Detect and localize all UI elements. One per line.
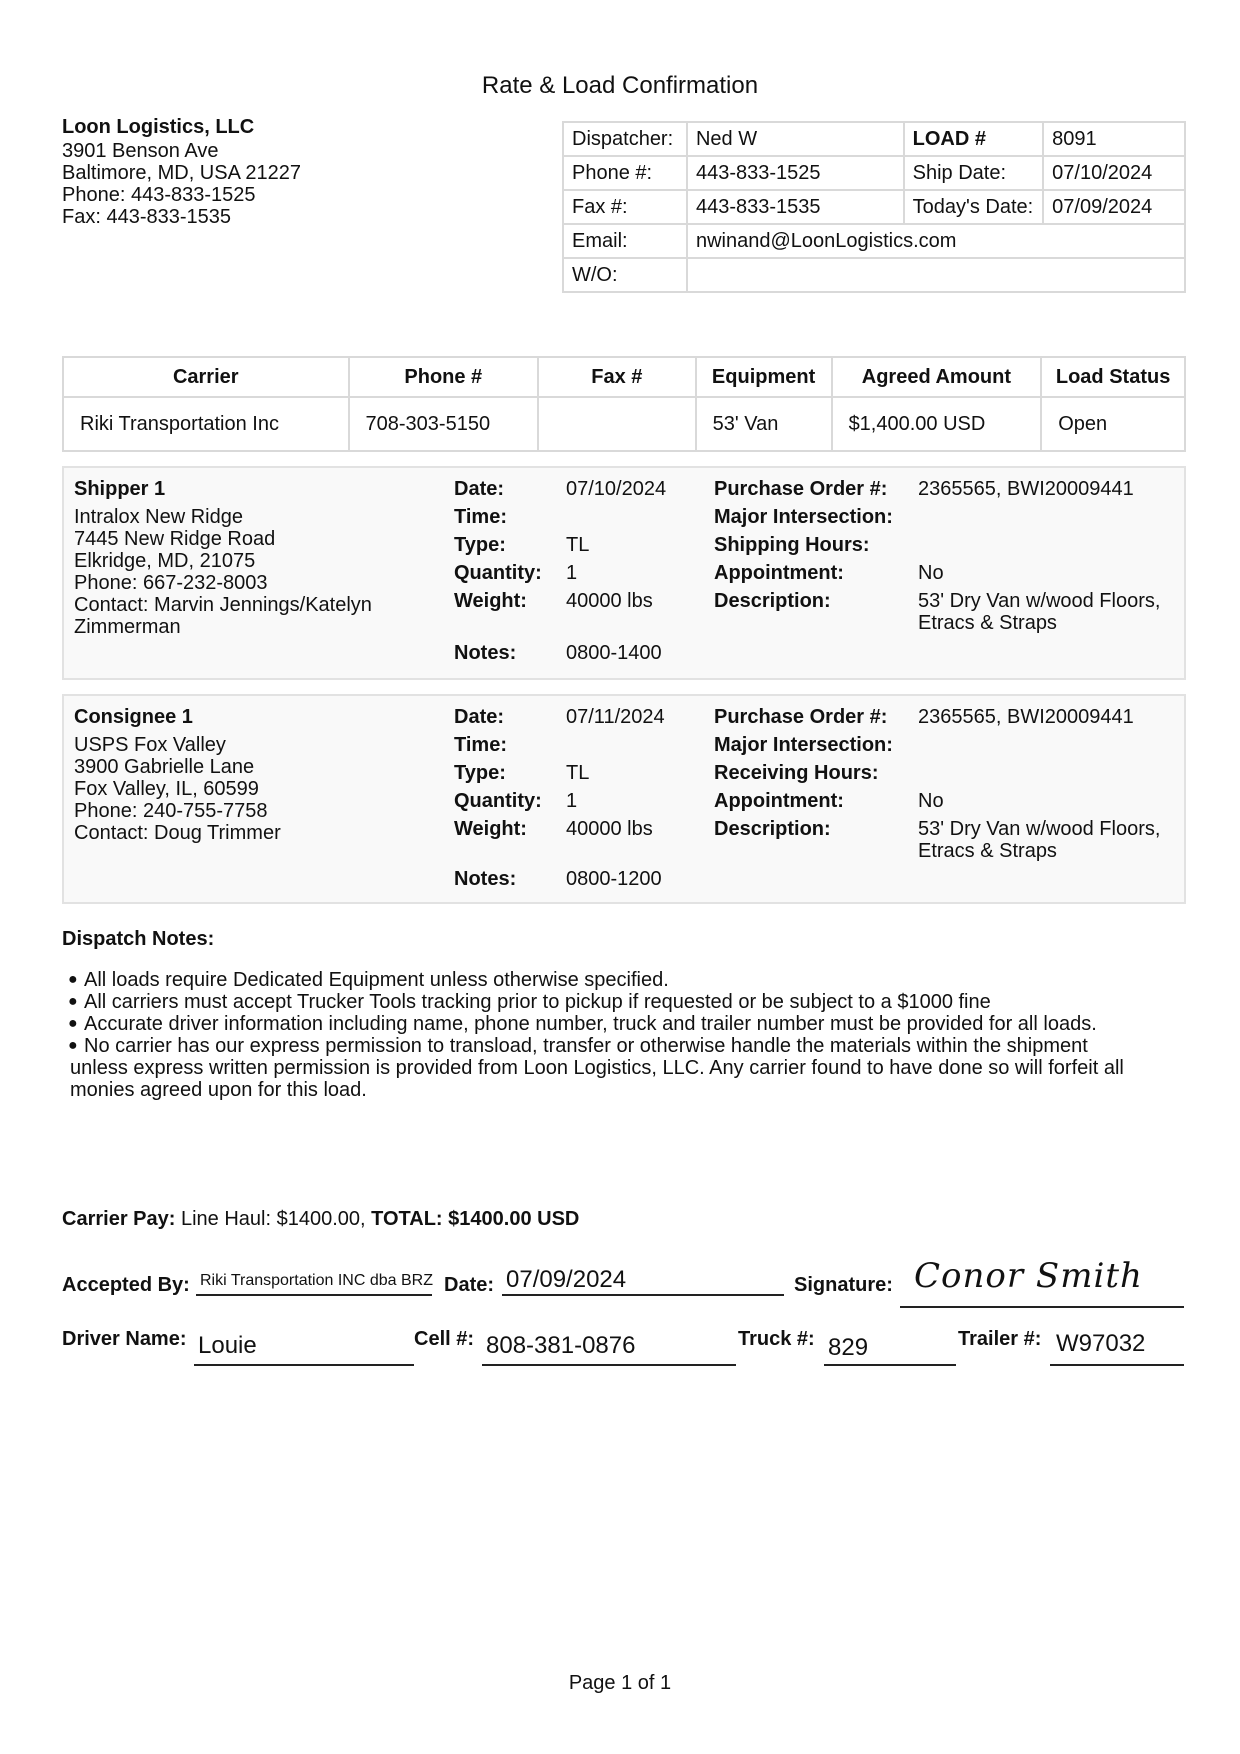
today-date-value: 07/09/2024 bbox=[1043, 190, 1185, 224]
table-row bbox=[63, 397, 1185, 451]
driver-name-label: Driver Name: bbox=[62, 1328, 187, 1350]
carrier-pay bbox=[62, 1208, 579, 1231]
bullet-icon: ● bbox=[68, 1015, 78, 1032]
accepted-by-label: Accepted By: bbox=[62, 1274, 190, 1296]
shipper-date-value: 07/10/2024 bbox=[566, 478, 667, 500]
note-text: Accurate driver information including name, phone number, truck and trailer number must be provided for all loads. bbox=[84, 1013, 1097, 1035]
note-text: No carrier has our express permission to transload, transfer or otherwise handle the materials within the shipment bbox=[84, 1035, 1088, 1057]
shipper-notes-label: Notes: bbox=[454, 642, 517, 664]
shipper-appointment-label: Appointment: bbox=[714, 562, 844, 584]
consignee-line: Contact: Doug Trimmer bbox=[74, 822, 281, 844]
consignee-appointment-label: Appointment: bbox=[714, 790, 844, 812]
email-value: nwinand@LoonLogistics.com bbox=[687, 224, 1185, 258]
wo-value bbox=[687, 258, 1185, 292]
shipper-date-label: Date: bbox=[454, 478, 505, 500]
ship-date-value: 07/10/2024 bbox=[1043, 156, 1185, 190]
truck-field[interactable] bbox=[824, 1330, 956, 1366]
shipper-intersection-label: Major Intersection: bbox=[714, 506, 893, 528]
consignee-quantity-value: 1 bbox=[566, 790, 578, 812]
date-field[interactable] bbox=[502, 1260, 784, 1296]
carrier-header: Carrier bbox=[63, 357, 349, 397]
carrier-load-status: Open bbox=[1041, 397, 1185, 451]
shipper-quantity-value: 1 bbox=[566, 562, 578, 584]
consignee-weight-value: 40000 lbs bbox=[566, 818, 653, 840]
shipper-weight-label: Weight: bbox=[454, 590, 527, 612]
consignee-description-line-1: 53' Dry Van w/wood Floors, bbox=[918, 818, 1161, 840]
shipper-quantity-label: Quantity: bbox=[454, 562, 542, 584]
date-value: 07/09/2024 bbox=[506, 1266, 627, 1293]
shipper-description-line-1: 53' Dry Van w/wood Floors, bbox=[918, 590, 1161, 612]
consignee-hours-label: Receiving Hours: bbox=[714, 762, 879, 784]
fax-value: 443-833-1535 bbox=[687, 190, 904, 224]
load-value: 8091 bbox=[1043, 122, 1185, 156]
trailer-value: W97032 bbox=[1056, 1330, 1146, 1357]
consignee-time-label: Time: bbox=[454, 734, 507, 756]
bullet-icon: ● bbox=[68, 993, 78, 1010]
dispatch-info-table bbox=[562, 121, 1186, 293]
dispatcher-value: Ned W bbox=[687, 122, 904, 156]
load-status-header: Load Status bbox=[1041, 357, 1185, 397]
consignee-description-line-2: Etracs & Straps bbox=[918, 840, 1057, 862]
accepted-by-field[interactable] bbox=[196, 1260, 432, 1296]
consignee-line: USPS Fox Valley bbox=[74, 734, 226, 756]
consignee-weight-label: Weight: bbox=[454, 818, 527, 840]
consignee-title: Consignee 1 bbox=[74, 706, 193, 728]
carrier-pay-label: Carrier Pay: bbox=[62, 1208, 176, 1230]
dispatch-notes-list bbox=[62, 969, 1172, 1101]
list-item bbox=[62, 1035, 1172, 1057]
dispatcher-label: Dispatcher: bbox=[563, 122, 687, 156]
page-number: Page 1 of 1 bbox=[568, 1672, 672, 1694]
consignee-intersection-label: Major Intersection: bbox=[714, 734, 893, 756]
consignee-quantity-label: Quantity: bbox=[454, 790, 542, 812]
shipper-appointment-value: No bbox=[918, 562, 944, 584]
equipment-header: Equipment bbox=[696, 357, 832, 397]
phone-label: Phone #: bbox=[563, 156, 687, 190]
carrier-equipment: 53' Van bbox=[696, 397, 832, 451]
company-address-2: Baltimore, MD, USA 21227 bbox=[62, 162, 301, 184]
fax-label: Fax #: bbox=[563, 190, 687, 224]
dispatch-notes-title: Dispatch Notes: bbox=[62, 928, 215, 950]
company-phone: Phone: 443-833-1525 bbox=[62, 184, 256, 206]
driver-name-value: Louie bbox=[198, 1332, 257, 1359]
trailer-field[interactable] bbox=[1050, 1330, 1184, 1366]
company-fax: Fax: 443-833-1535 bbox=[62, 206, 232, 228]
bullet-icon: ● bbox=[68, 971, 78, 988]
consignee-date-value: 07/11/2024 bbox=[566, 706, 665, 728]
line-haul: Line Haul: $1400.00, bbox=[180, 1208, 366, 1230]
fax-header: Fax # bbox=[538, 357, 696, 397]
shipper-description-label: Description: bbox=[714, 590, 831, 612]
shipper-line: Zimmerman bbox=[74, 616, 181, 638]
shipper-notes-value: 0800-1400 bbox=[566, 642, 662, 664]
accepted-by-value: Riki Transportation INC dba BRZ bbox=[200, 1272, 433, 1289]
shipper-description-line-2: Etracs & Straps bbox=[918, 612, 1057, 634]
shipper-line: Contact: Marvin Jennings/Katelyn bbox=[74, 594, 372, 616]
shipper-type-value: TL bbox=[566, 534, 590, 556]
consignee-type-value: TL bbox=[566, 762, 590, 784]
consignee-po-value: 2365565, BWI20009441 bbox=[918, 706, 1134, 728]
load-label: LOAD # bbox=[904, 122, 1044, 156]
consignee-date-label: Date: bbox=[454, 706, 505, 728]
shipper-line: 7445 New Ridge Road bbox=[74, 528, 276, 550]
carrier-agreed-amount: $1,400.00 USD bbox=[832, 397, 1042, 451]
signature-value: Conor Smith bbox=[914, 1256, 1143, 1296]
shipper-line: Elkridge, MD, 21075 bbox=[74, 550, 256, 572]
consignee-line: Phone: 240-755-7758 bbox=[74, 800, 268, 822]
phone-value: 443-833-1525 bbox=[687, 156, 904, 190]
list-item bbox=[62, 969, 1172, 991]
today-date-label: Today's Date: bbox=[904, 190, 1044, 224]
note-text: All carriers must accept Trucker Tools tracking prior to pickup if requested or be subject to a $1000 fine bbox=[84, 991, 991, 1013]
list-item bbox=[62, 1013, 1172, 1035]
shipper-po-value: 2365565, BWI20009441 bbox=[918, 478, 1134, 500]
carrier-name: Riki Transportation Inc bbox=[63, 397, 349, 451]
shipper-section bbox=[62, 466, 1186, 680]
note-continuation: unless express written permission is provided from Loon Logistics, LLC. Any carrier found to have done so will forfeit all bbox=[70, 1057, 1124, 1079]
shipper-type-label: Type: bbox=[454, 534, 506, 556]
shipper-time-label: Time: bbox=[454, 506, 507, 528]
phone-header: Phone # bbox=[349, 357, 539, 397]
page-title: Rate & Load Confirmation bbox=[481, 72, 759, 99]
consignee-line: 3900 Gabrielle Lane bbox=[74, 756, 255, 778]
shipper-title: Shipper 1 bbox=[74, 478, 166, 500]
shipper-line: Phone: 667-232-8003 bbox=[74, 572, 268, 594]
shipper-address bbox=[74, 478, 454, 638]
consignee-line: Fox Valley, IL, 60599 bbox=[74, 778, 259, 800]
ship-date-label: Ship Date: bbox=[904, 156, 1044, 190]
cell-field[interactable] bbox=[482, 1330, 736, 1366]
shipper-po-label: Purchase Order #: bbox=[714, 478, 888, 500]
consignee-notes-value: 0800-1200 bbox=[566, 868, 662, 890]
company-block bbox=[62, 116, 301, 228]
date-label: Date: bbox=[444, 1274, 495, 1296]
driver-name-field[interactable] bbox=[194, 1330, 414, 1366]
truck-label: Truck #: bbox=[738, 1328, 815, 1350]
company-name: Loon Logistics, LLC bbox=[62, 116, 255, 138]
shipper-line: Intralox New Ridge bbox=[74, 506, 243, 528]
consignee-description-label: Description: bbox=[714, 818, 831, 840]
list-item bbox=[62, 991, 1172, 1013]
carrier-fax bbox=[538, 397, 696, 451]
shipper-hours-label: Shipping Hours: bbox=[714, 534, 870, 556]
note-text: All loads require Dedicated Equipment unless otherwise specified. bbox=[84, 969, 669, 991]
shipper-weight-value: 40000 lbs bbox=[566, 590, 653, 612]
signature-label: Signature: bbox=[794, 1274, 893, 1296]
signature-field[interactable] bbox=[900, 1256, 1184, 1308]
note-continuation: monies agreed upon for this load. bbox=[70, 1079, 367, 1101]
bullet-icon: ● bbox=[68, 1037, 78, 1054]
consignee-type-label: Type: bbox=[454, 762, 506, 784]
consignee-address bbox=[74, 706, 454, 844]
consignee-po-label: Purchase Order #: bbox=[714, 706, 888, 728]
pay-total: TOTAL: $1400.00 USD bbox=[371, 1208, 580, 1230]
wo-label: W/O: bbox=[563, 258, 687, 292]
truck-value: 829 bbox=[828, 1334, 869, 1361]
trailer-label: Trailer #: bbox=[958, 1328, 1042, 1350]
email-label: Email: bbox=[563, 224, 687, 258]
carrier-table bbox=[62, 356, 1186, 452]
cell-value: 808-381-0876 bbox=[486, 1332, 636, 1359]
consignee-appointment-value: No bbox=[918, 790, 944, 812]
consignee-notes-label: Notes: bbox=[454, 868, 517, 890]
carrier-phone: 708-303-5150 bbox=[349, 397, 539, 451]
cell-label: Cell #: bbox=[414, 1328, 475, 1350]
agreed-amount-header: Agreed Amount bbox=[832, 357, 1042, 397]
consignee-section bbox=[62, 694, 1186, 904]
company-address-1: 3901 Benson Ave bbox=[62, 140, 219, 162]
